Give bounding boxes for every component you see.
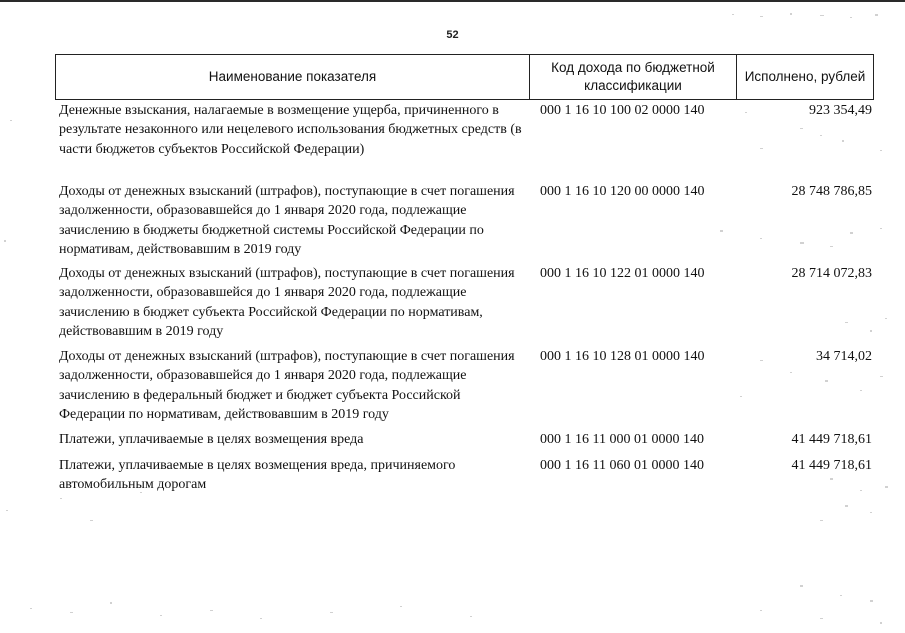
row-income-code: 000 1 16 10 100 02 0000 140 (540, 103, 705, 118)
row-income-code: 000 1 16 11 060 01 0000 140 (540, 458, 704, 473)
table-header (55, 54, 874, 100)
page-number: 52 (446, 29, 459, 41)
row-executed-amount: 41 449 718,61 (791, 458, 872, 473)
row-executed-amount: 923 354,49 (809, 103, 872, 118)
row-indicator-name: Платежи, уплачиваемые в целях возмещения вреда, причиняемого автомобильным дорогам (59, 458, 456, 493)
row-income-code: 000 1 16 10 120 00 0000 140 (540, 184, 705, 199)
row-executed-amount: 34 714,02 (816, 349, 872, 364)
row-income-code: 000 1 16 11 000 01 0000 140 (540, 432, 704, 447)
row-executed-amount: 28 748 786,85 (791, 184, 872, 199)
row-indicator-name: Доходы от денежных взысканий (штрафов), поступающие в счет погашения задолженности, образовавшейся до 1 января 2020 года, подлежащие зачислению в бюджеты бюджетной системы Российской Федерации по нормативам, действовавшим в 2019 году (59, 184, 515, 257)
row-indicator-name: Доходы от денежных взысканий (штрафов), поступающие в счет погашения задолженности, образовавшейся до 1 января 2020 года, подлежащие зачислению в федеральный бюджет и бюджет субъекта Российской Федерации по нормативам, действовавшим в 2019 году (59, 349, 515, 422)
row-income-code: 000 1 16 10 122 01 0000 140 (540, 266, 705, 281)
row-indicator-name: Денежные взыскания, налагаемые в возмещение ущерба, причиненного в результате незаконного или нецелевого использования бюджетных средств (в части бюджетов субъектов Российской Федерации) (59, 103, 522, 157)
header-income-code: Код дохода по бюджетной классификации (530, 55, 737, 99)
row-income-code: 000 1 16 10 128 01 0000 140 (540, 349, 705, 364)
page-top-edge (0, 0, 905, 2)
header-indicator-name: Наименование показателя (56, 55, 530, 99)
header-executed-amount: Исполнено, рублей (744, 69, 866, 84)
row-executed-amount: 41 449 718,61 (791, 432, 872, 447)
row-indicator-name: Доходы от денежных взысканий (штрафов), поступающие в счет погашения задолженности, образовавшейся до 1 января 2020 года, подлежащие зачислению в бюджет субъекта Российской Федерации по нормативам, действовавшим в 2019 году (59, 266, 515, 339)
row-indicator-name: Платежи, уплачиваемые в целях возмещения вреда (59, 432, 364, 447)
row-executed-amount: 28 714 072,83 (791, 266, 872, 281)
